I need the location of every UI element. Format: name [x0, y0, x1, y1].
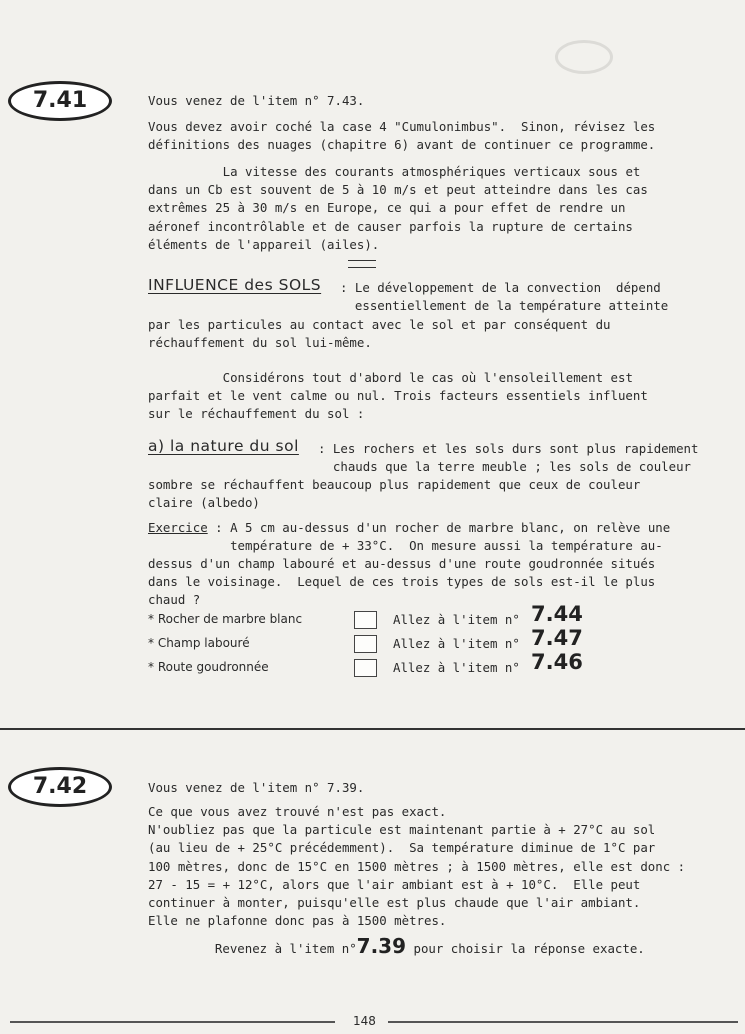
answer-option-route[interactable]	[148, 650, 608, 678]
section-divider-mark	[348, 260, 376, 268]
section-title-influence-des-sols: INFLUENCE des SOLS	[148, 276, 322, 294]
subsection-text-1: : Les rochers et les sols durs sont plus rapidement chauds que la terre meuble ; les sols de couleur	[318, 441, 699, 475]
option-goto: Allez à l'item n°	[393, 636, 520, 651]
item-741-intro: Vous venez de l'item n° 7.43.	[148, 93, 365, 108]
return-prefix: Revenez à l'item n°	[214, 941, 357, 957]
option-checkbox[interactable]	[354, 659, 377, 677]
option-label: * Champ labouré	[148, 636, 250, 650]
option-item-number[interactable]: 7.47	[531, 626, 583, 650]
item-741-check-note: Vous devez avoir coché la case 4 "Cumulonimbus". Sinon, révisez les définitions des nuages (chapitre 6) avant de continuer ce programme.	[148, 119, 656, 153]
option-item-number[interactable]: 7.46	[531, 650, 583, 674]
footer-line-left	[10, 1021, 335, 1023]
option-label: * Rocher de marbre blanc	[148, 612, 303, 626]
item-742-intro: Vous venez de l'item n° 7.39.	[148, 780, 365, 795]
return-item-number[interactable]: 7.39	[356, 934, 407, 959]
return-suffix: pour choisir la réponse exacte.	[406, 941, 645, 957]
section-text-2: par les particules au contact avec le sol et par conséquent du réchauffement du sol lui-même.	[148, 317, 611, 351]
option-goto: Allez à l'item n°	[393, 612, 520, 627]
subsection-text-2: sombre se réchauffent beaucoup plus rapidement que ceux de couleur claire (albedo)	[148, 477, 641, 511]
footer-line-right	[388, 1021, 738, 1023]
option-checkbox[interactable]	[354, 635, 377, 653]
option-label: * Route goudronnée	[148, 660, 269, 674]
item-separator-line	[0, 728, 745, 730]
page-number: 148	[353, 1014, 376, 1028]
exercise-label: Exercice	[148, 520, 208, 535]
option-goto: Allez à l'item n°	[393, 660, 520, 675]
option-item-number[interactable]: 7.44	[531, 602, 583, 626]
exercise-text-1: : A 5 cm au-dessus d'un rocher de marbre blanc, on relève une température de + 33°C. On mesure aussi la température au-	[215, 520, 671, 554]
subsection-title-nature-du-sol: a) la nature du sol	[148, 437, 299, 455]
item-badge-741: 7.41	[8, 81, 112, 121]
option-checkbox[interactable]	[354, 611, 377, 629]
item-742-return	[200, 919, 645, 958]
bleed-through-text	[440, 40, 446, 56]
bleed-through-text	[555, 40, 613, 74]
item-742-body: Ce que vous avez trouvé n'est pas exact. N'oubliez pas que la particule est maintenant partie à + 27°C au sol (au lieu de + 25°C précédemment). Sa température diminue de 1°C par 100 mètres, donc de 15°C en 1500 mètres ; à 1500 mètres, elle est donc : 27 - 15 = + 12°C, alors que l'air ambiant est à + 10°C. Elle peut continuer à monter, puisqu'elle est plus chaude que l'air ambiant. Elle ne plafonne donc pas à 1500 mètres.	[148, 804, 686, 929]
exercise-paragraph	[148, 519, 670, 555]
item-badge-742: 7.42	[8, 767, 112, 807]
item-741-paragraph-1: La vitesse des courants atmosphériques verticaux sous et dans un Cb est souvent de 5 à 10 m/s et peut atteindre dans les cas extrêmes 25 à 30 m/s en Europe, ce qui a pour effet de rendre un aéronef incontrôlable et de causer parfois la rupture de certains éléments de l'appareil (ailes).	[148, 164, 648, 252]
item-741-paragraph-2: Considérons tout d'abord le cas où l'ensoleillement est parfait et le vent calme ou nul. Trois facteurs essentiels influent sur le réchauffement du sol :	[148, 370, 648, 422]
section-text-1: : Le développement de la convection dépend essentiellement de la température atteinte	[340, 280, 669, 314]
exercise-text-2: dessus d'un champ labouré et au-dessus d'une route goudronnée situés dans le voisinage. Lequel de ces trois types de sols est-il le plus chaud ?	[148, 556, 656, 608]
